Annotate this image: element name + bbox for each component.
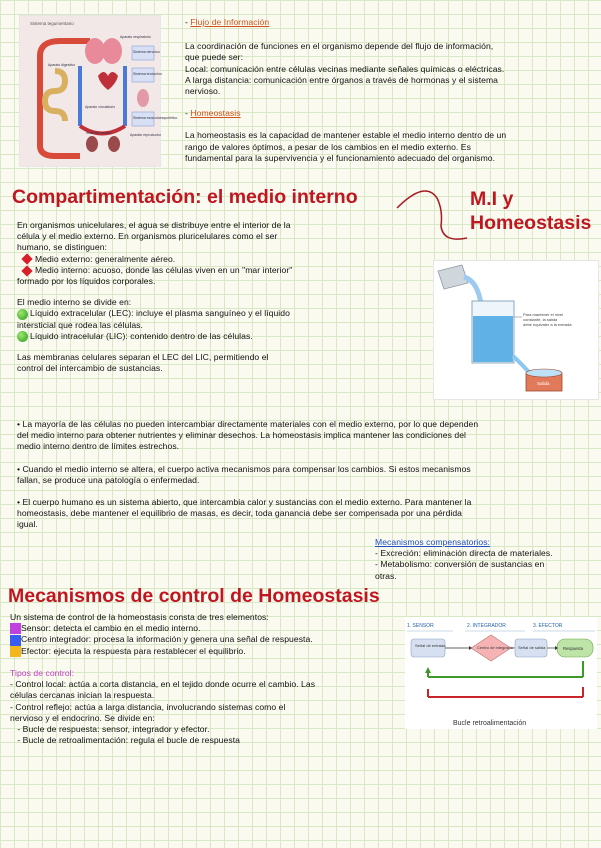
flow-line: A larga distancia: comunicación entre órganos a través de hormonas y el sistema: [185, 74, 499, 85]
compartment-title: Compartimentación: el medio interno: [12, 186, 358, 208]
bullet-line: igual.: [17, 519, 38, 530]
diamond-icon: [21, 265, 32, 276]
comp-intro: humano, se distinguen:: [17, 242, 107, 253]
lec-item: Líquido extracelular (LEC): incluye el plasma sanguíneo y el líquido: [17, 308, 377, 319]
green-circle-icon: [17, 331, 28, 342]
membranes-text: control del intercambio de sustancias.: [17, 363, 163, 374]
flow-heading: - Flujo de Información: [185, 17, 270, 27]
membranes-text: Las membranas celulares separan el LEC del LIC, permitiendo el: [17, 352, 269, 363]
bullet-line: • La mayoría de las células no pueden intercambiar directamente materiales con el medio externo, por lo que dependen: [17, 419, 479, 429]
type-line: - Bucle de retroalimentación: regula el bucle de respuesta: [10, 735, 240, 746]
compensatory-block: [375, 537, 599, 582]
feedback-diagram: [405, 617, 597, 729]
types-title: Tipos de control:: [10, 667, 75, 678]
homeo-line: fundamental para la supervivencia y el funcionamiento adecuado del organismo.: [185, 152, 496, 163]
diagram-node-output: Señal de salida: [518, 645, 546, 650]
integrator-color-icon: [10, 635, 21, 646]
divides-text: El medio interno se divide en:: [17, 297, 132, 308]
sensor-item: Sensor: detecta el cambio en el medio interno.: [10, 623, 405, 634]
body-systems-illustration: [20, 16, 178, 166]
figure-title: Sistema tegumentario: [30, 21, 74, 26]
sensor-color-icon: [10, 623, 21, 634]
diagram-node-input: Señal de entrada: [415, 643, 446, 648]
integrator-item: Centro integrador: procesa la información y genera una señal de respuesta.: [10, 634, 405, 645]
compensatory-line: otras.: [375, 570, 397, 581]
beaker-label-2: constante, la salida: [523, 317, 558, 322]
homeostasis-heading: - Homeostasis: [185, 108, 241, 119]
compensatory-line: - Excreción: eliminación directa de materiales.: [375, 548, 553, 559]
homeo-line: rango de valores óptimos, a pesar de los cambios en el medio externo. Es: [185, 141, 471, 152]
compensatory-line: - Metabolismo: conversión de sustancias en: [375, 559, 545, 570]
flow-line: que puede ser:: [185, 52, 244, 63]
beaker-label-3: debe equivaler a la entrada.: [523, 322, 573, 327]
control-body: [10, 612, 405, 746]
figure-label-endocrine: Sistema endocrino: [133, 72, 162, 76]
feedback-diagram-svg: [405, 617, 597, 729]
compartment-body: [17, 220, 377, 375]
diamond-icon: [21, 254, 32, 265]
sink-label: Salida: [537, 381, 550, 386]
bullet-line: fallan, se produce una patología o enfermedad.: [17, 474, 200, 485]
effector-item: Efector: ejecuta la respuesta para restablecer el equilibrio.: [10, 646, 405, 657]
body-systems-figure: [19, 15, 178, 167]
flow-line: La coordinación de funciones en el organismo depende del flujo de información,: [185, 41, 494, 52]
bullet-line: • El cuerpo humano es un sistema abierto, que intercambia calor y sustancias con el medio externo. Para mantener la: [17, 497, 472, 508]
figure-label-respiratory: Aparato respiratorio: [120, 35, 151, 39]
diagram-caption: Bucle retroalimentación: [453, 720, 527, 727]
mi-homeostasis-title: [470, 187, 591, 235]
diagram-node-integration: Centro de integración: [477, 645, 516, 650]
decorative-curve: [395, 188, 470, 248]
beaker-illustration: [434, 261, 598, 399]
external-medium: Medio externo: generalmente aéreo.: [17, 254, 377, 265]
diagram-head-integrator: 2. INTEGRADOR: [467, 623, 506, 629]
bullet-line: • Cuando el medio interno se altera, el cuerpo activa mecanismos para compensar los cambios. Si estos mecanismos: [17, 463, 471, 474]
green-circle-icon: [17, 309, 28, 320]
figure-label-digestive: Aparato digestivo: [48, 63, 76, 67]
internal-medium-cont: formado por los líquidos corporales.: [17, 276, 156, 287]
control-intro: Un sistema de control de la homeostasis consta de tres elementos:: [10, 612, 269, 622]
bullet-line: homeostasis, debe mantener el equilibrio de masas, es decir, toda ganancia debe ser compensada por una pérdida: [17, 508, 463, 519]
beaker-label-1: Para mantener el nivel: [523, 312, 564, 317]
figure-label-muscle: Sistema musculoesquelético: [133, 116, 178, 120]
homeostasis-title-link[interactable]: Homeostasis: [190, 108, 241, 119]
type-line: - Bucle de respuesta: sensor, integrador y efector.: [10, 723, 210, 734]
lic-item: Líquido intracelular (LIC): contenido dentro de las células.: [17, 331, 377, 342]
type-line: - Control reflejo: actúa a larga distancia, involucrando sistemas como el: [10, 701, 286, 712]
figure-label-circulatory: Aparato circulatorio: [85, 105, 116, 109]
lec-item-cont: intersticial que rodea las células.: [17, 319, 143, 330]
beaker-figure: [433, 260, 599, 400]
comp-intro: célula y el medio externo. En organismos pluricelulares como el ser: [17, 231, 278, 242]
bullet-block: [17, 419, 597, 531]
compensatory-title-link[interactable]: Mecanismos compensatorios:: [375, 537, 490, 547]
flow-block: [185, 17, 595, 164]
homeo-line: La homeostasis es la capacidad de mantener estable el medio interno dentro de un: [185, 130, 507, 141]
diagram-head-effector: 3. EFECTOR: [533, 623, 563, 629]
type-line: células cercanas inician la respuesta.: [10, 690, 155, 701]
bullet-line: del medio interno para obtener nutrientes y eliminar desechos. La homeostasis implica mantener las condiciones del: [17, 430, 466, 441]
flow-line: Local: comunicación entre células vecinas mediante señales químicas o eléctricas.: [185, 63, 505, 74]
diagram-node-response: Respuesta: [563, 646, 584, 651]
figure-label-urinary: Sistema urinario: [86, 131, 112, 135]
effector-color-icon: [10, 646, 21, 657]
figure-label-reproductive: Aparato reproductor: [130, 133, 162, 137]
flow-title-link[interactable]: Flujo de Información: [190, 17, 270, 27]
type-line: nervioso y el endocrino. Se divide en:: [10, 712, 155, 723]
type-line: - Control local: actúa a corta distancia, en el tejido donde ocurre el cambio. Las: [10, 679, 316, 690]
diagram-head-sensor: 1. SENSOR: [407, 623, 434, 629]
mi-title-line1: M.I y: [470, 188, 514, 210]
internal-medium: Medio interno: acuoso, donde las células viven en un "mar interior": [17, 265, 377, 276]
flow-line: nervioso.: [185, 86, 221, 97]
control-title: Mecanismos de control de Homeostasis: [8, 585, 380, 607]
mi-title-line2: Homeostasis: [470, 212, 592, 234]
comp-intro: En organismos unicelulares, el agua se distribuye entre el interior de la: [17, 220, 291, 230]
bullet-line: medio interno dentro de límites estrechos.: [17, 441, 180, 452]
figure-label-nervous: Sistema nervioso: [133, 50, 160, 54]
